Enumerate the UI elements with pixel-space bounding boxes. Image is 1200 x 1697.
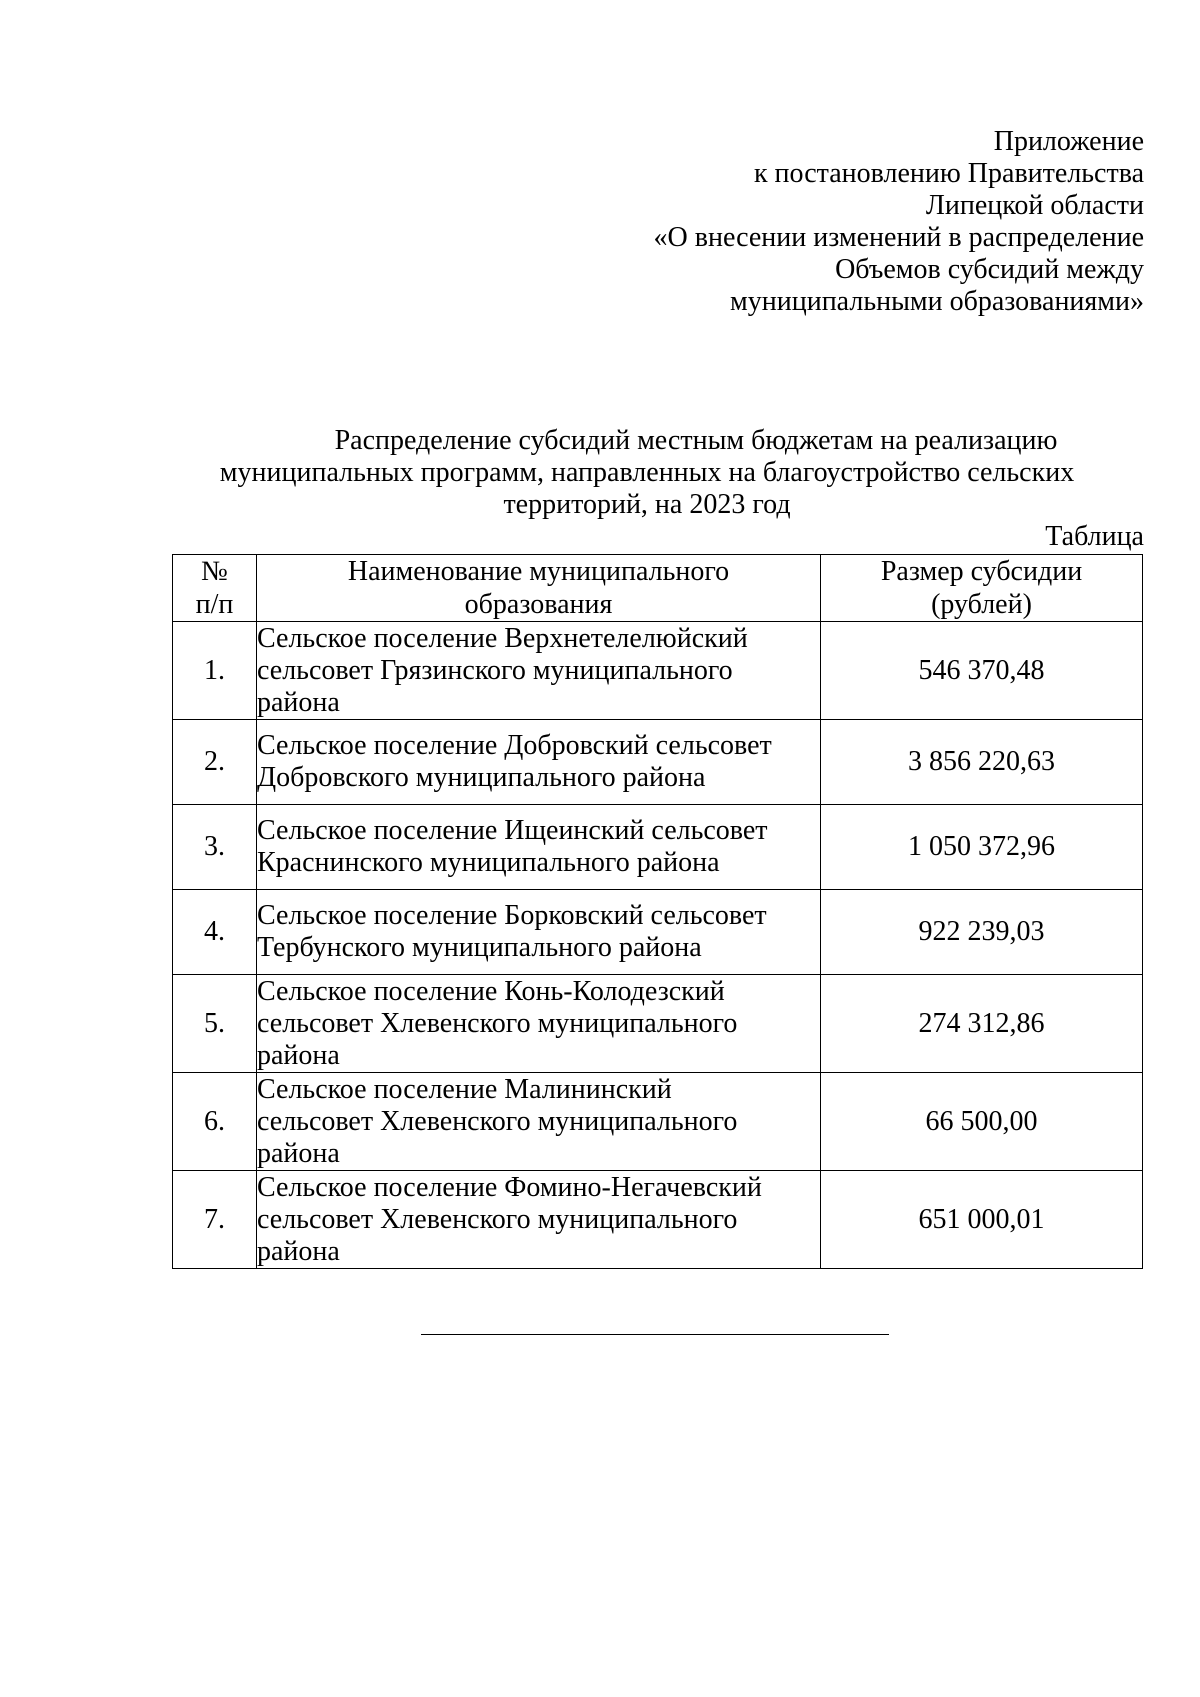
municipality-name-line: района [257, 1137, 340, 1169]
appendix-header-line: муниципальными образованиями» [730, 286, 1144, 317]
subsidy-table [172, 554, 1143, 1269]
subsidy-amount: 3 856 220,63 [821, 720, 1143, 805]
document-title-line: Распределение субсидий местным бюджетам на реализацию [334, 425, 1058, 456]
row-number: 7. [173, 1171, 257, 1269]
appendix-header-line: Липецкой области [925, 190, 1144, 221]
row-number: 5. [173, 975, 257, 1073]
table-header-row [173, 555, 1143, 622]
municipality-name-line: сельсовет Грязинского муниципального [257, 654, 733, 686]
column-header-number [173, 555, 257, 622]
municipality-name [257, 1073, 821, 1171]
municipality-name-line: Тербунского муниципального района [257, 932, 702, 963]
column-header-amount-line: (рублей) [931, 589, 1032, 620]
row-number: 6. [173, 1073, 257, 1171]
column-header-number-line: п/п [195, 589, 234, 620]
municipality-name-line: сельсовет Хлевенского муниципального [257, 1007, 738, 1039]
municipality-name [257, 622, 821, 720]
appendix-header-line: Объемов субсидий между [835, 254, 1144, 285]
municipality-name-line: Сельское поселение Верхнетелелюйский [257, 622, 748, 654]
municipality-name-line: сельсовет Хлевенского муниципального [257, 1203, 738, 1235]
municipality-name-line: Сельское поселение Фомино-Негачевский [257, 1171, 762, 1203]
municipality-name-line: сельсовет Хлевенского муниципального [257, 1105, 738, 1137]
column-header-name-line: Наименование муниципального [347, 556, 730, 587]
subsidy-amount: 1 050 372,96 [821, 805, 1143, 890]
table-row [173, 890, 1143, 975]
table-caption: Таблица [1045, 521, 1144, 552]
column-header-number-line: № [201, 556, 228, 587]
row-number: 4. [173, 890, 257, 975]
municipality-name [257, 975, 821, 1073]
municipality-name [257, 1171, 821, 1269]
document-title-line: муниципальных программ, направленных на благоустройство сельских [219, 457, 1075, 488]
municipality-name [257, 720, 821, 805]
subsidy-amount: 66 500,00 [821, 1073, 1143, 1171]
subsidy-amount: 274 312,86 [821, 975, 1143, 1073]
appendix-header-line: Приложение [993, 126, 1144, 157]
document-title-line: территорий, на 2023 год [503, 489, 791, 520]
municipality-name-line: Добровского муниципального района [257, 762, 706, 793]
table-row [173, 1171, 1143, 1269]
table-row [173, 720, 1143, 805]
subsidy-amount: 546 370,48 [821, 622, 1143, 720]
municipality-name-line: Сельское поселение Конь-Колодезский [257, 975, 725, 1007]
document-title [176, 425, 1118, 521]
column-header-name [257, 555, 821, 622]
municipality-name-line: Краснинского муниципального района [257, 847, 720, 878]
closing-divider-line [421, 1334, 889, 1335]
row-number: 1. [173, 622, 257, 720]
column-header-amount-line: Размер субсидии [880, 556, 1083, 587]
row-number: 2. [173, 720, 257, 805]
municipality-name-line: Сельское поселение Борковский сельсовет [257, 900, 767, 931]
municipality-name-line: Сельское поселение Малининский [257, 1073, 672, 1105]
table-row [173, 975, 1143, 1073]
municipality-name [257, 890, 821, 975]
table-row [173, 805, 1143, 890]
appendix-header-line: «О внесении изменений в распределение [653, 222, 1144, 253]
column-header-name-line: образования [464, 589, 613, 620]
municipality-name-line: района [257, 686, 340, 718]
column-header-amount [821, 555, 1143, 622]
table-row [173, 622, 1143, 720]
municipality-name-line: района [257, 1039, 340, 1071]
appendix-header-line: к постановлению Правительства [753, 158, 1144, 189]
municipality-name-line: Сельское поселение Добровский сельсовет [257, 730, 772, 761]
subsidy-amount: 651 000,01 [821, 1171, 1143, 1269]
subsidy-amount: 922 239,03 [821, 890, 1143, 975]
municipality-name-line: Сельское поселение Ищеинский сельсовет [257, 815, 768, 846]
municipality-name [257, 805, 821, 890]
row-number: 3. [173, 805, 257, 890]
municipality-name-line: района [257, 1235, 340, 1267]
table-row [173, 1073, 1143, 1171]
appendix-header [654, 126, 1144, 318]
